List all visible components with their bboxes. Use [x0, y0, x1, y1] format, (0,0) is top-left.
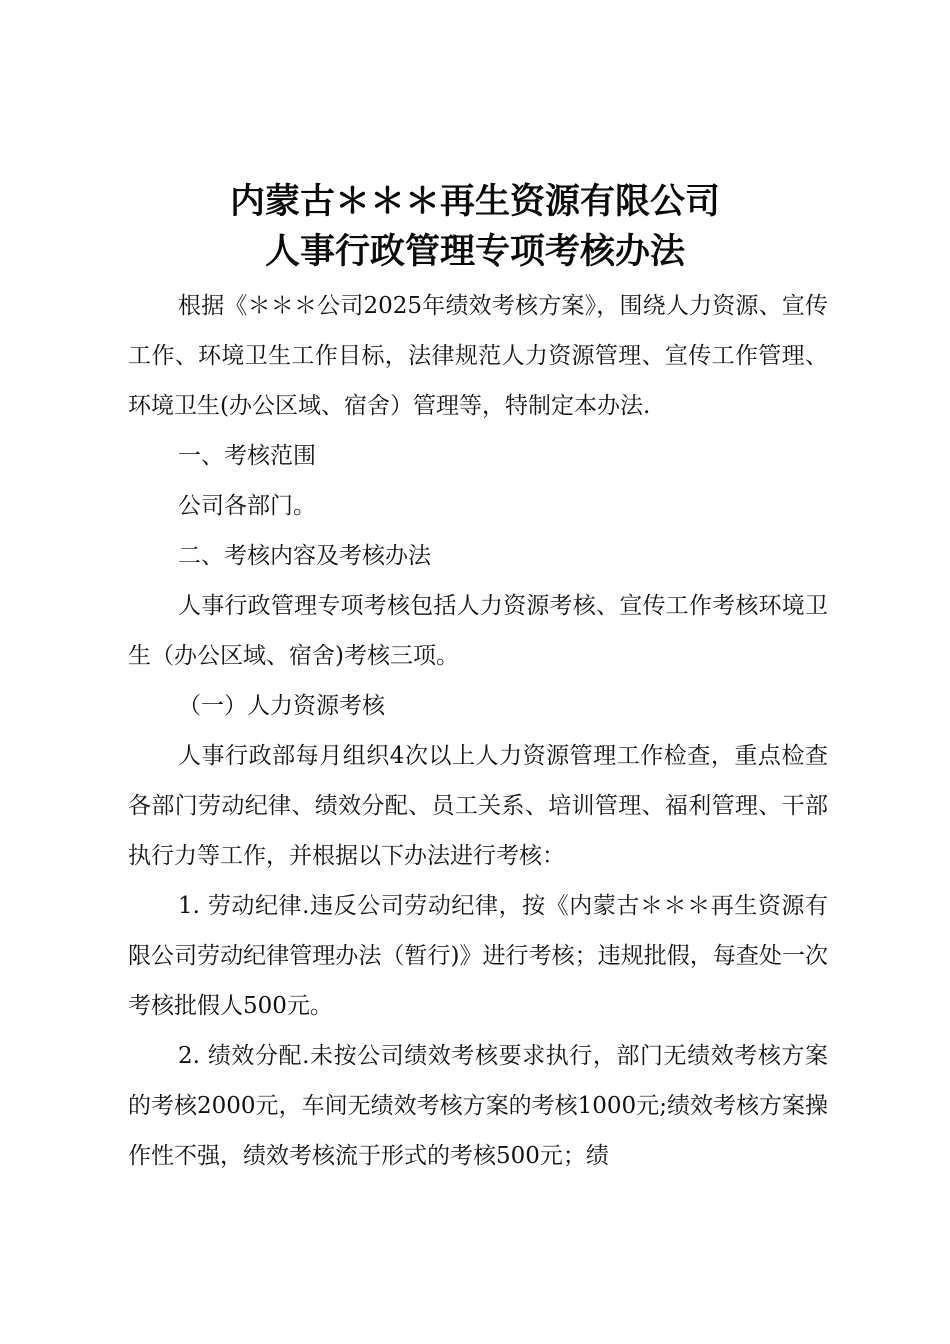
- content-paragraph: 人事行政管理专项考核包括人力资源考核、宣传工作考核环境卫生（办公区域、宿舍)考核三项。: [128, 593, 828, 669]
- document-title-line-2: 人事行政管理专项考核办法: [264, 232, 685, 272]
- intro-paragraph: 根据《＊＊＊公司2025年绩效考核方案》，围绕人力资源、宣传工作、环境卫生工作目标，法律规范人力资源管理、宣传工作管理、环境卫生(办公区域、宿舍）管理等，特制定本办法.: [128, 293, 828, 419]
- document-body: [128, 281, 828, 1181]
- scope-paragraph: 公司各部门。: [178, 493, 316, 519]
- item-2-performance-allocation: 2. 绩效分配.未按公司绩效考核要求执行，部门无绩效考核方案的考核2000元，车间无绩效考核方案的考核1000元;绩效考核方案操作性不强，绩效考核流于形式的考核500元；绩: [128, 1043, 828, 1169]
- section-heading-scope: 一、考核范围: [178, 443, 316, 469]
- hr-paragraph: 人事行政部每月组织4次以上人力资源管理工作检查，重点检查各部门劳动纪律、绩效分配、员工关系、培训管理、福利管理、干部执行力等工作，并根据以下办法进行考核：: [128, 743, 828, 869]
- document-title-line-1: 内蒙古＊＊＊再生资源有限公司: [229, 182, 720, 222]
- subsection-heading-hr: （一）人力资源考核: [178, 693, 385, 719]
- section-heading-content: 二、考核内容及考核办法: [178, 543, 431, 569]
- item-1-labor-discipline: 1. 劳动纪律.违反公司劳动纪律，按《内蒙古＊＊＊再生资源有限公司劳动纪律管理办法（暂行)》进行考核；违规批假，每查处一次考核批假人500元。: [128, 893, 828, 1019]
